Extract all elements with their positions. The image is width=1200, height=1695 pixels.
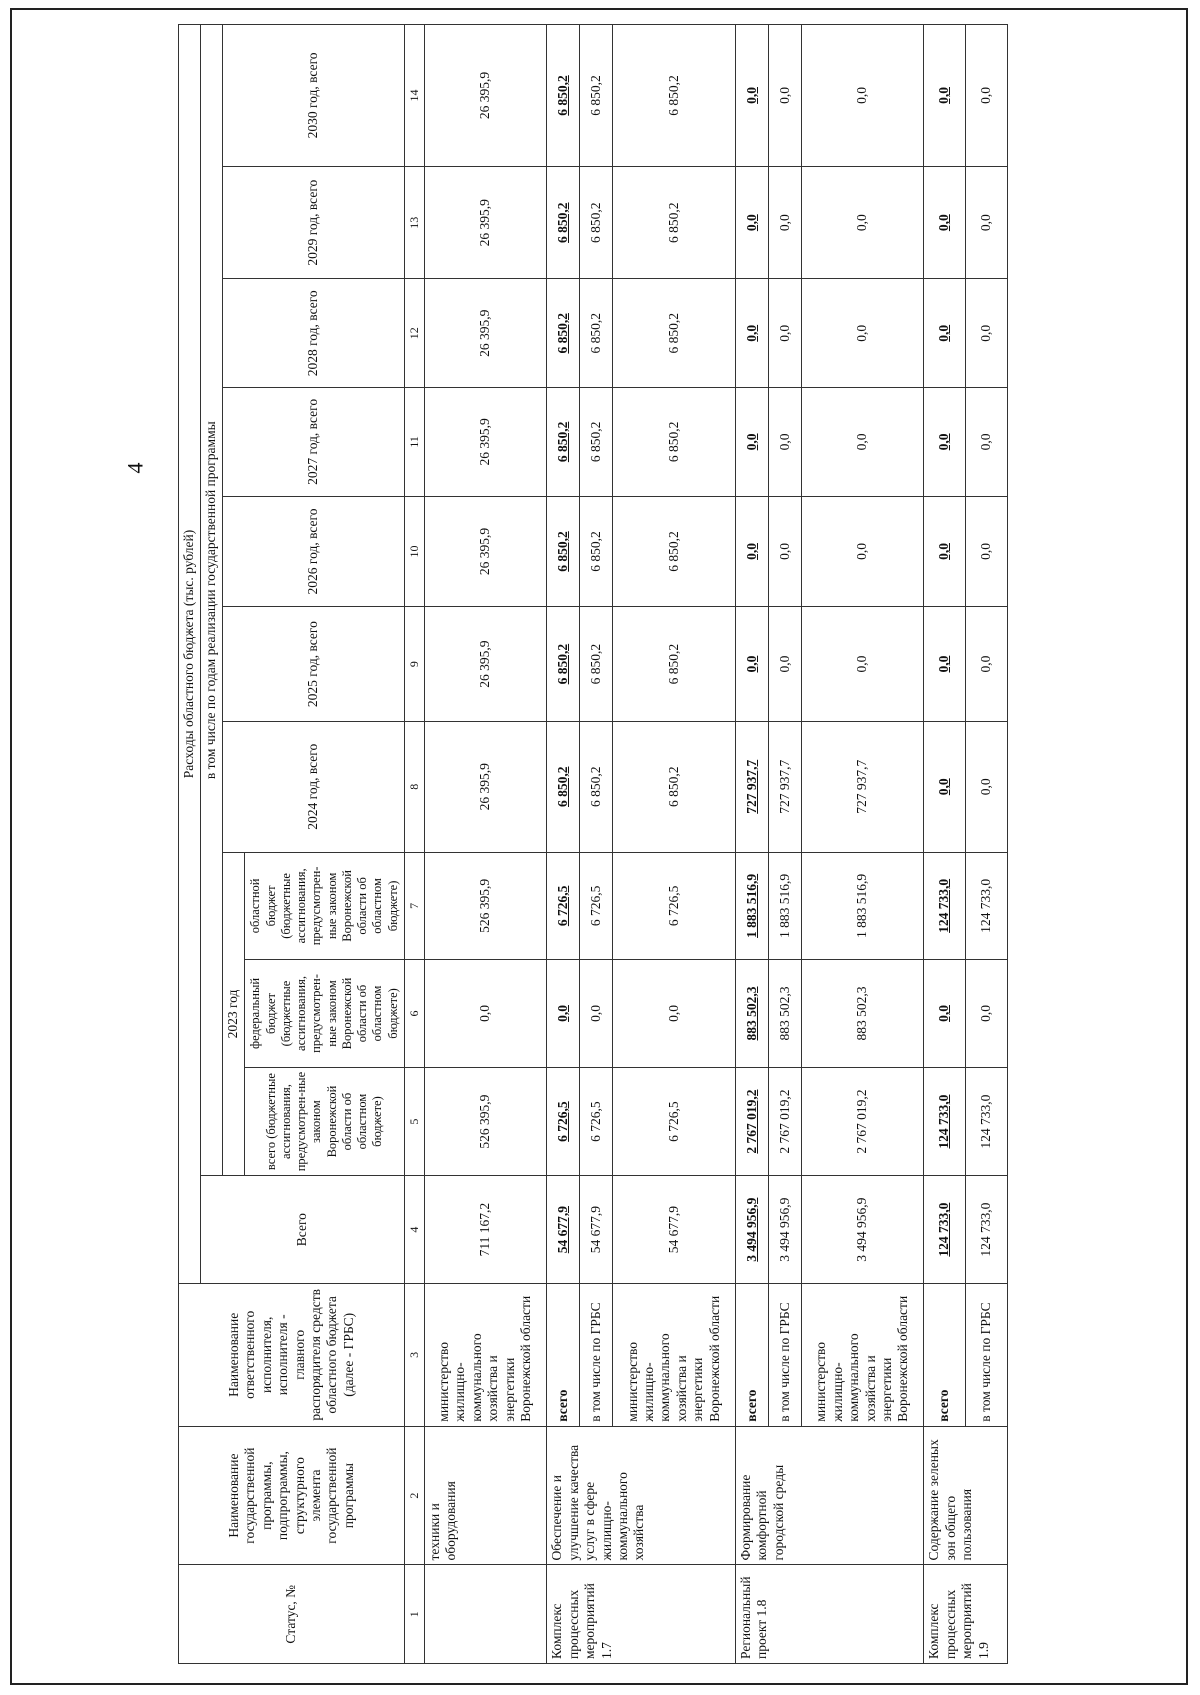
header-expenses: Расходы областного бюджета (тыс. рублей) <box>179 25 201 1284</box>
header-total: Всего <box>201 1176 405 1284</box>
table-row <box>966 25 1008 1664</box>
value-cell: 2 767 019,2 <box>768 1067 801 1176</box>
header-col5: всего (бюджетные ассигнования, предусмотрен-ные законом Воронежской области об областном бюджете) <box>245 1067 405 1176</box>
value-cell: 0,0 <box>924 166 966 279</box>
value-cell: 26 395,9 <box>424 496 547 607</box>
value-cell: 0,0 <box>580 960 613 1068</box>
value-cell: 6 850,2 <box>547 166 580 279</box>
table-row <box>801 25 924 1664</box>
status-cell: Региональный проект 1.8 <box>735 1565 924 1664</box>
header-col6: федеральный бюджет (бюджетные ассигнования, предусмотрен-ные законом Воронежской области об областном бюджете) <box>245 960 405 1068</box>
executor-cell: в том числе по ГРБС <box>580 1283 613 1426</box>
header-year-2026: 2026 год, всего <box>223 496 405 607</box>
executor-cell: всего <box>547 1283 580 1426</box>
column-number: 13 <box>405 166 425 279</box>
value-cell: 124 733,0 <box>924 852 966 960</box>
value-cell: 0,0 <box>735 388 768 497</box>
value-cell: 0,0 <box>924 960 966 1068</box>
value-cell: 54 677,9 <box>547 1176 580 1284</box>
value-cell: 6 850,2 <box>547 279 580 388</box>
value-cell: 0,0 <box>735 279 768 388</box>
value-cell: 6 850,2 <box>613 607 736 722</box>
value-cell: 6 726,5 <box>580 852 613 960</box>
value-cell: 6 850,2 <box>580 279 613 388</box>
value-cell: 0,0 <box>613 960 736 1068</box>
program-name-cell: Обеспечение и улучшение качества услуг в сфере жилищно-коммунального хозяйства <box>547 1426 736 1565</box>
value-cell: 6 850,2 <box>580 166 613 279</box>
value-cell: 0,0 <box>424 960 547 1068</box>
value-cell: 0,0 <box>966 960 1008 1068</box>
header-year-2030: 2030 год, всего <box>223 25 405 167</box>
executor-cell: министерство жилищно-коммунального хозяйства и энергетики Воронежской области <box>613 1283 736 1426</box>
value-cell: 883 502,3 <box>768 960 801 1068</box>
executor-cell: всего <box>735 1283 768 1426</box>
value-cell: 0,0 <box>924 25 966 167</box>
value-cell: 6 726,5 <box>547 852 580 960</box>
value-cell: 6 850,2 <box>547 607 580 722</box>
value-cell: 0,0 <box>768 388 801 497</box>
table-row <box>735 25 768 1664</box>
value-cell: 6 850,2 <box>547 388 580 497</box>
value-cell: 6 726,5 <box>613 852 736 960</box>
value-cell: 0,0 <box>547 960 580 1068</box>
value-cell: 54 677,9 <box>613 1176 736 1284</box>
value-cell: 0,0 <box>768 607 801 722</box>
value-cell: 0,0 <box>924 721 966 852</box>
column-number: 3 <box>405 1283 425 1426</box>
value-cell: 0,0 <box>735 496 768 607</box>
executor-cell: министерство жилищно-коммунального хозяйства и энергетики Воронежской области <box>424 1283 547 1426</box>
column-numbers-row <box>405 25 425 1664</box>
value-cell: 0,0 <box>924 496 966 607</box>
value-cell: 0,0 <box>768 166 801 279</box>
value-cell: 124 733,0 <box>924 1067 966 1176</box>
value-cell: 6 726,5 <box>547 1067 580 1176</box>
executor-cell: министерство жилищно-коммунального хозяйства и энергетики Воронежской области <box>801 1283 924 1426</box>
table-row <box>924 25 966 1664</box>
value-cell: 26 395,9 <box>424 166 547 279</box>
value-cell: 6 850,2 <box>580 721 613 852</box>
table-row <box>768 25 801 1664</box>
value-cell: 6 850,2 <box>580 25 613 167</box>
value-cell: 6 850,2 <box>580 496 613 607</box>
value-cell: 0,0 <box>924 388 966 497</box>
header-year-2027: 2027 год, всего <box>223 388 405 497</box>
value-cell: 0,0 <box>924 279 966 388</box>
value-cell: 0,0 <box>801 496 924 607</box>
status-cell: Комплекс процессных мероприятий 1.7 <box>547 1565 736 1664</box>
table-row <box>580 25 613 1664</box>
value-cell: 711 167,2 <box>424 1176 547 1284</box>
column-number: 12 <box>405 279 425 388</box>
value-cell: 124 733,0 <box>924 1176 966 1284</box>
value-cell: 3 494 956,9 <box>735 1176 768 1284</box>
column-number: 14 <box>405 25 425 167</box>
value-cell: 0,0 <box>924 607 966 722</box>
column-number: 11 <box>405 388 425 497</box>
value-cell: 6 850,2 <box>547 721 580 852</box>
budget-table-body <box>424 25 1007 1664</box>
value-cell: 6 850,2 <box>613 721 736 852</box>
value-cell: 1 883 516,9 <box>735 852 768 960</box>
value-cell: 26 395,9 <box>424 721 547 852</box>
column-number: 2 <box>405 1426 425 1565</box>
value-cell: 0,0 <box>735 25 768 167</box>
value-cell: 0,0 <box>966 279 1008 388</box>
header-name: Наименование государственной программы, подпрограммы, структурного элемента государственной программы <box>179 1426 405 1565</box>
header-status: Статус, № <box>179 1565 405 1664</box>
value-cell: 26 395,9 <box>424 607 547 722</box>
rotated-table-wrapper <box>178 24 1008 1664</box>
value-cell: 0,0 <box>801 166 924 279</box>
value-cell: 1 883 516,9 <box>801 852 924 960</box>
value-cell: 0,0 <box>966 496 1008 607</box>
column-number: 10 <box>405 496 425 607</box>
executor-cell: в том числе по ГРБС <box>768 1283 801 1426</box>
value-cell: 26 395,9 <box>424 25 547 167</box>
value-cell: 124 733,0 <box>966 852 1008 960</box>
value-cell: 6 850,2 <box>613 25 736 167</box>
value-cell: 124 733,0 <box>966 1176 1008 1284</box>
budget-table <box>178 24 1008 1664</box>
value-cell: 6 726,5 <box>580 1067 613 1176</box>
value-cell: 883 502,3 <box>801 960 924 1068</box>
column-number: 5 <box>405 1067 425 1176</box>
table-row <box>613 25 736 1664</box>
header-year-2028: 2028 год, всего <box>223 279 405 388</box>
value-cell: 0,0 <box>801 279 924 388</box>
value-cell: 0,0 <box>966 607 1008 722</box>
value-cell: 0,0 <box>768 25 801 167</box>
column-number: 8 <box>405 721 425 852</box>
column-number: 4 <box>405 1176 425 1284</box>
value-cell: 0,0 <box>801 388 924 497</box>
value-cell: 0,0 <box>768 279 801 388</box>
column-number: 7 <box>405 852 425 960</box>
value-cell: 6 850,2 <box>613 388 736 497</box>
column-number: 9 <box>405 607 425 722</box>
value-cell: 0,0 <box>966 388 1008 497</box>
header-executor: Наименование ответственного исполнителя, исполнителя - главного распорядителя средств областного бюджета (далее - ГРБС) <box>179 1283 405 1426</box>
value-cell: 6 850,2 <box>580 388 613 497</box>
status-cell: Комплекс процессных мероприятий 1.9 <box>924 1565 1008 1664</box>
value-cell: 0,0 <box>966 25 1008 167</box>
value-cell: 124 733,0 <box>966 1067 1008 1176</box>
value-cell: 526 395,9 <box>424 852 547 960</box>
value-cell: 2 767 019,2 <box>801 1067 924 1176</box>
column-number: 1 <box>405 1565 425 1664</box>
value-cell: 727 937,7 <box>801 721 924 852</box>
program-name-cell: Формирование комфортной городской среды <box>735 1426 924 1565</box>
value-cell: 883 502,3 <box>735 960 768 1068</box>
value-cell: 0,0 <box>735 166 768 279</box>
program-name-cell: техники и оборудования <box>424 1426 547 1565</box>
value-cell: 26 395,9 <box>424 388 547 497</box>
table-row <box>547 25 580 1664</box>
header-year-2023: 2023 год <box>223 852 245 1176</box>
header-year-2029: 2029 год, всего <box>223 166 405 279</box>
value-cell: 0,0 <box>966 166 1008 279</box>
column-number: 6 <box>405 960 425 1068</box>
header-col7: областной бюджет (бюджетные ассигнования, предусмотрен-ные законом Воронежской области об областном бюджете) <box>245 852 405 960</box>
table-row <box>424 25 547 1664</box>
value-cell: 0,0 <box>735 607 768 722</box>
value-cell: 2 767 019,2 <box>735 1067 768 1176</box>
value-cell: 526 395,9 <box>424 1067 547 1176</box>
value-cell: 3 494 956,9 <box>768 1176 801 1284</box>
executor-cell: в том числе по ГРБС <box>966 1283 1008 1426</box>
value-cell: 3 494 956,9 <box>801 1176 924 1284</box>
value-cell: 6 850,2 <box>613 496 736 607</box>
value-cell: 26 395,9 <box>424 279 547 388</box>
value-cell: 0,0 <box>801 25 924 167</box>
value-cell: 54 677,9 <box>580 1176 613 1284</box>
value-cell: 6 850,2 <box>613 279 736 388</box>
value-cell: 6 850,2 <box>547 496 580 607</box>
value-cell: 727 937,7 <box>768 721 801 852</box>
value-cell: 727 937,7 <box>735 721 768 852</box>
value-cell: 0,0 <box>768 496 801 607</box>
value-cell: 6 850,2 <box>580 607 613 722</box>
value-cell: 0,0 <box>966 721 1008 852</box>
value-cell: 6 850,2 <box>547 25 580 167</box>
executor-cell: всего <box>924 1283 966 1426</box>
value-cell: 0,0 <box>801 607 924 722</box>
program-name-cell: Содержание зеленых зон общего пользования <box>924 1426 1008 1565</box>
header-year-2025: 2025 год, всего <box>223 607 405 722</box>
value-cell: 6 850,2 <box>613 166 736 279</box>
value-cell: 6 726,5 <box>613 1067 736 1176</box>
page-number: 4 <box>122 462 148 474</box>
header-by-years: в том числе по годам реализации государственной программы <box>201 25 223 1176</box>
status-cell <box>424 1565 547 1664</box>
header-year-2024: 2024 год, всего <box>223 721 405 852</box>
value-cell: 1 883 516,9 <box>768 852 801 960</box>
